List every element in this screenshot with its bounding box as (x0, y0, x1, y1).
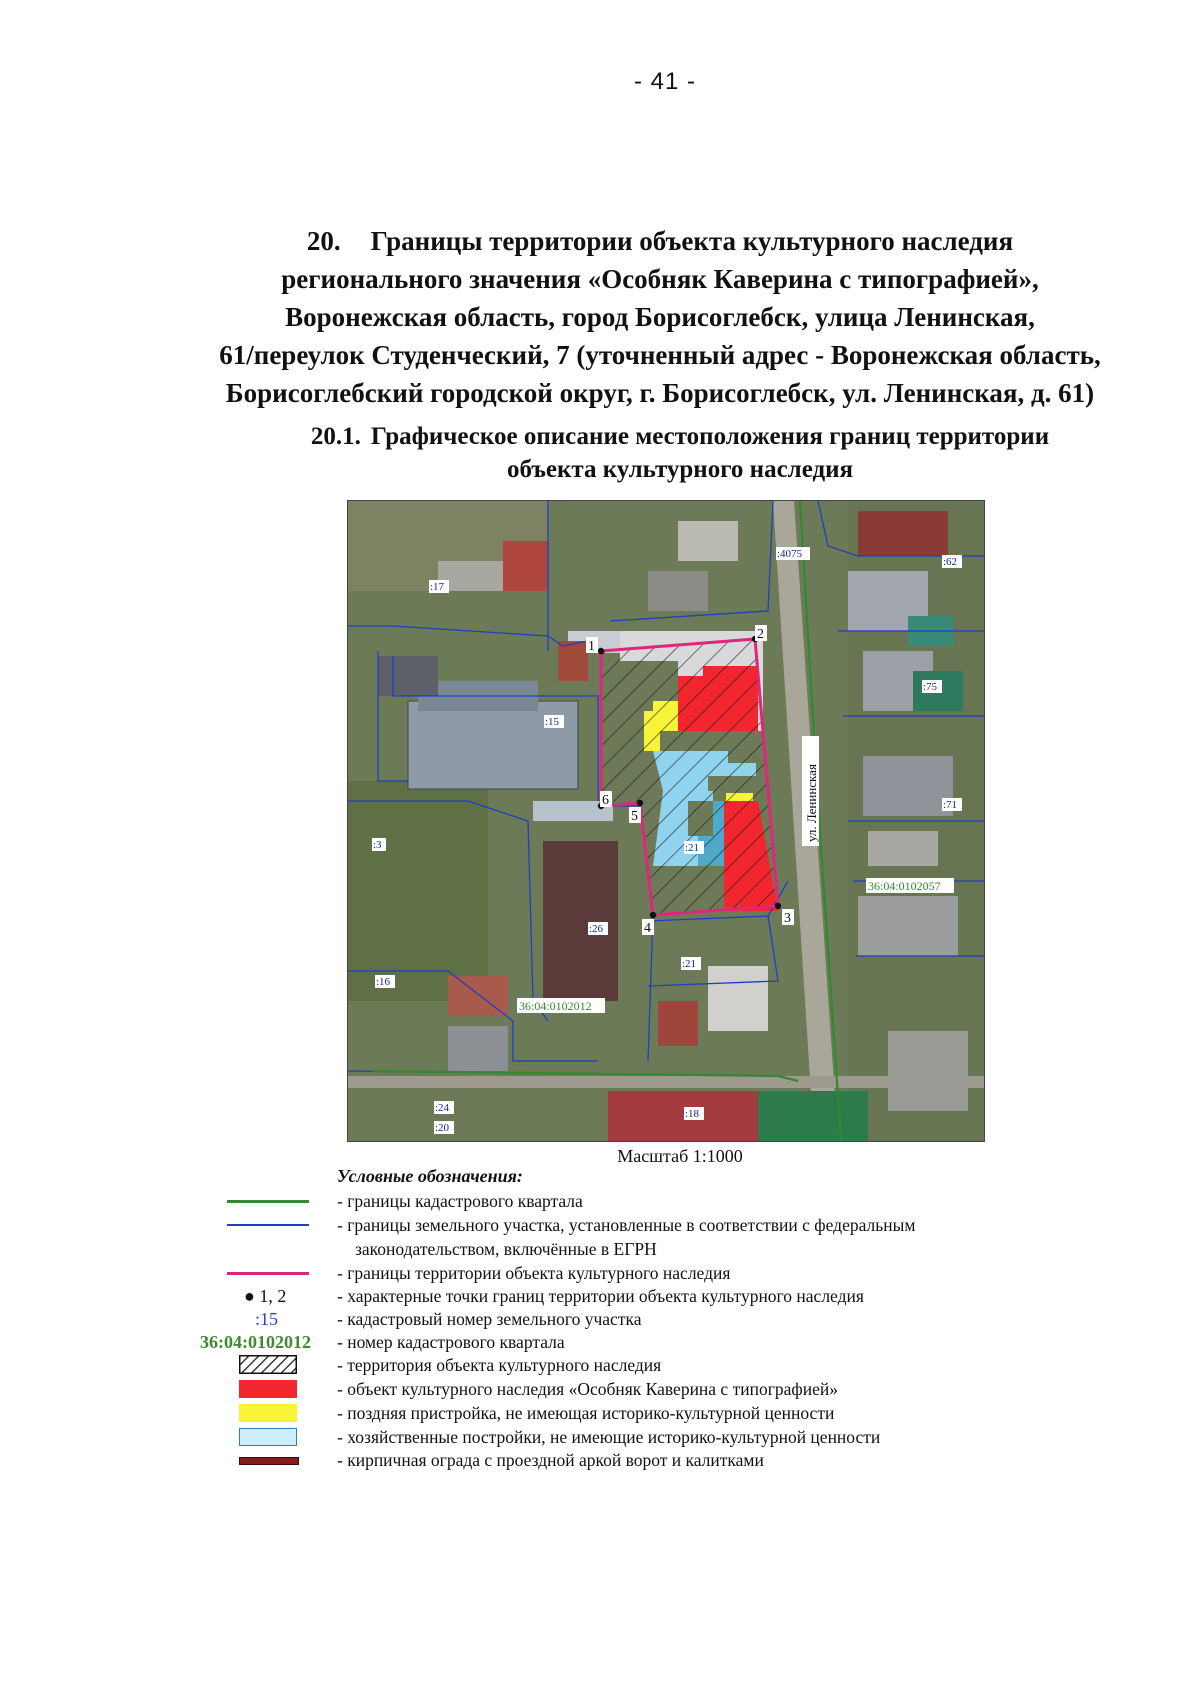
building-roof (708, 966, 768, 1031)
parcel-label: :21 (685, 842, 700, 854)
building-roof (558, 641, 588, 681)
pink-line-swatch (227, 1272, 309, 1275)
point-label-2: 2 (757, 627, 764, 642)
parcel-label: :26 (589, 923, 604, 935)
subheading-line-1: 20.1. Графическое описание местоположения границ территории (200, 420, 1160, 453)
green-line-swatch (227, 1200, 309, 1203)
legend-row-quarter-boundary (0, 1190, 1200, 1214)
building-roof (543, 841, 618, 1001)
map-scale: Масштаб 1:1000 (617, 1146, 743, 1166)
quarter-label: 36:04:0102012 (519, 999, 592, 1013)
building-roof (408, 701, 578, 789)
legend-text: - хозяйственные постройки, не имеющие историко-культурной ценности (337, 1427, 881, 1447)
building-roof (868, 831, 938, 866)
legend-text: - границы кадастрового квартала (337, 1191, 583, 1211)
parcel-label: :4075 (777, 548, 803, 560)
terrain-patch (348, 781, 488, 1001)
legend-text: законодательством, включённые в ЕГРН (355, 1239, 657, 1259)
hatch-swatch (239, 1355, 297, 1374)
section-heading (180, 222, 1140, 412)
legend-row-boundary-points (0, 1285, 1200, 1309)
building-roof (503, 541, 548, 591)
building-roof (648, 571, 708, 611)
legend-text: - номер кадастрового квартала (337, 1332, 565, 1352)
cadastral-map (347, 500, 985, 1142)
quarter-number-symbol: 36:04:0102012 (200, 1332, 311, 1352)
legend-row-parcel-boundary-cont (0, 1238, 1200, 1262)
legend-text: - кадастровый номер земельного участка (337, 1309, 642, 1329)
heading-line-2: регионального значения «Особняк Каверина с типографией», (281, 264, 1039, 294)
building-roof (678, 521, 738, 561)
point-label-4: 4 (644, 921, 651, 936)
heading-line-3: Воронежская область, город Борисоглебск, улица Ленинская, (285, 302, 1035, 332)
heading-line-4: 61/переулок Студенческий, 7 (уточненный адрес - Воронежская область, (219, 340, 1101, 370)
building-roof (888, 1031, 968, 1111)
legend-row-heritage-territory (0, 1354, 1200, 1378)
boundary-point-3 (775, 903, 781, 909)
legend-text: - кирпичная ограда с проездной аркой ворот и калитками (337, 1450, 764, 1470)
legend-row-heritage-boundary (0, 1262, 1200, 1286)
boundary-point-4 (650, 912, 656, 918)
page-number: - 41 - (633, 68, 696, 95)
parcel-label: :71 (943, 799, 958, 811)
heading-number: 20. (306, 226, 341, 256)
parcel-label: :18 (685, 1108, 700, 1120)
boundary-point-5 (637, 800, 643, 806)
fence-swatch (239, 1457, 299, 1465)
heading-line-5: Борисоглебский городской округ, г. Борисоглебск, ул. Ленинская, д. 61) (225, 378, 1095, 408)
cadastral-number-symbol: :15 (255, 1309, 279, 1329)
subheading-number: 20.1. (310, 423, 361, 450)
section-subheading (200, 420, 1160, 486)
subheading-line-2: объекта культурного наследия (506, 456, 854, 483)
parcel-label: :24 (435, 1102, 450, 1114)
parcel-label: :75 (923, 681, 938, 693)
building-roof (858, 511, 948, 556)
parcel-label: :21 (682, 958, 697, 970)
legend-row-quarter-number (0, 1331, 1200, 1355)
yellow-swatch (239, 1404, 297, 1422)
street-label: ул. Ленинская (804, 764, 819, 842)
parcel-label: :16 (376, 976, 391, 988)
parcel-label: :3 (373, 839, 382, 851)
legend-row-late-extension (0, 1402, 1200, 1426)
building-roof (658, 1001, 698, 1046)
point-label-6: 6 (602, 793, 609, 808)
building-roof (448, 1026, 508, 1071)
legend-text: - территория объекта культурного наследия (337, 1355, 662, 1375)
map-svg (348, 501, 984, 1141)
parcel-label: :62 (943, 556, 958, 568)
legend-row-heritage-object (0, 1378, 1200, 1402)
point-label-5: 5 (631, 809, 638, 824)
boundary-point-1 (598, 648, 604, 654)
heading-line-1: 20. Границы территории объекта культурного наследия (180, 222, 1140, 260)
legend-row-outbuildings (0, 1426, 1200, 1450)
building-roof (858, 896, 958, 956)
point-label-1: 1 (588, 639, 595, 654)
legend-row-parcel-boundary (0, 1214, 1200, 1238)
sports-court (608, 1091, 758, 1141)
red-swatch (239, 1380, 297, 1398)
building-roof (378, 656, 438, 696)
point-symbol: ● 1, 2 (244, 1286, 287, 1306)
legend-text: - характерные точки границ территории объекта культурного наследия (337, 1286, 864, 1306)
legend-text: - поздняя пристройка, не имеющая историко-культурной ценности (337, 1403, 835, 1423)
legend-text: - границы земельного участка, установленные в соответствии с федеральным (337, 1215, 916, 1235)
building-roof (863, 756, 953, 816)
legend-row-fence (0, 1449, 1200, 1473)
point-label-3: 3 (784, 911, 791, 926)
blue-swatch (239, 1428, 297, 1446)
legend-text: - объект культурного наследия «Особняк Каверина с типографией» (337, 1379, 838, 1399)
quarter-label: 36:04:0102057 (868, 879, 941, 893)
legend-text: - границы территории объекта культурного наследия (337, 1263, 731, 1283)
parcel-label: :17 (430, 581, 445, 593)
legend-row-cadastral-number (0, 1308, 1200, 1332)
parcel-label: :15 (545, 716, 560, 728)
blue-line-swatch (227, 1224, 309, 1226)
legend-title: Условные обозначения: (337, 1166, 523, 1186)
sports-court (758, 1091, 868, 1141)
parcel-label: :20 (435, 1122, 450, 1134)
